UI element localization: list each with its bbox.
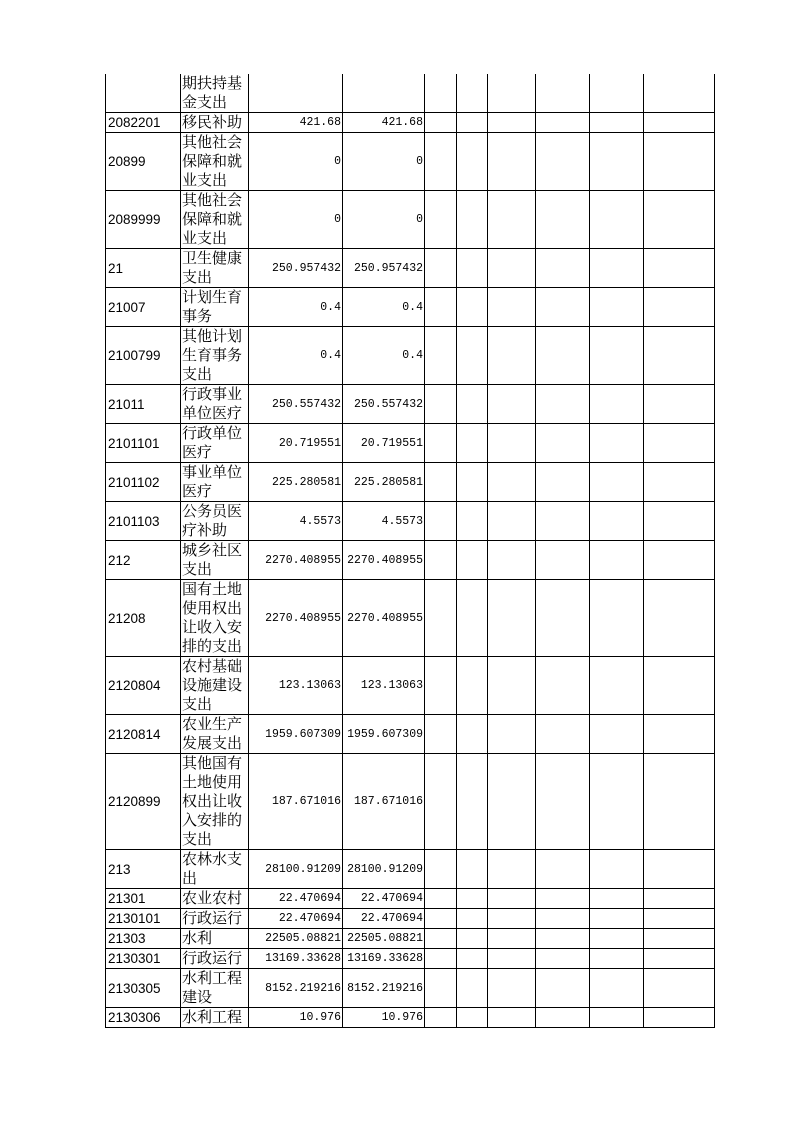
empty-cell <box>644 754 715 850</box>
amount-cell-2: 421.68 <box>343 113 425 133</box>
empty-cell <box>488 969 536 1008</box>
empty-cell <box>488 541 536 580</box>
amount-cell-1: 20.719551 <box>249 424 343 463</box>
subject-code-cell: 212 <box>106 541 181 580</box>
empty-cell <box>590 715 644 754</box>
subject-code-cell: 2100799 <box>106 327 181 385</box>
amount-cell-2: 0.4 <box>343 288 425 327</box>
amount-cell-2: 28100.91209 <box>343 850 425 889</box>
empty-cell <box>425 657 457 715</box>
empty-cell <box>457 909 488 929</box>
empty-cell <box>457 715 488 754</box>
empty-cell <box>488 74 536 113</box>
amount-cell-1: 225.280581 <box>249 463 343 502</box>
subject-name-cell: 行政单位医疗 <box>181 424 249 463</box>
table-row <box>106 541 715 580</box>
table-row <box>106 1008 715 1028</box>
table-row <box>106 502 715 541</box>
subject-code-cell: 2082201 <box>106 113 181 133</box>
empty-cell <box>536 463 590 502</box>
empty-cell <box>590 969 644 1008</box>
empty-cell <box>425 715 457 754</box>
subject-code-cell <box>106 74 181 113</box>
empty-cell <box>488 249 536 288</box>
empty-cell <box>536 657 590 715</box>
empty-cell <box>536 133 590 191</box>
amount-cell-2: 22.470694 <box>343 909 425 929</box>
empty-cell <box>590 889 644 909</box>
subject-name-cell: 行政事业单位医疗 <box>181 385 249 424</box>
empty-cell <box>644 909 715 929</box>
subject-name-cell: 公务员医疗补助 <box>181 502 249 541</box>
amount-cell-2: 13169.33628 <box>343 949 425 969</box>
table-row <box>106 249 715 288</box>
empty-cell <box>488 327 536 385</box>
amount-cell-2: 22.470694 <box>343 889 425 909</box>
amount-cell-2: 4.5573 <box>343 502 425 541</box>
amount-cell-1: 123.13063 <box>249 657 343 715</box>
empty-cell <box>536 541 590 580</box>
table-row <box>106 113 715 133</box>
empty-cell <box>457 424 488 463</box>
amount-cell-1: 250.957432 <box>249 249 343 288</box>
subject-name-cell: 国有土地使用权出让收入安排的支出 <box>181 580 249 657</box>
subject-name-cell: 其他计划生育事务支出 <box>181 327 249 385</box>
empty-cell <box>488 288 536 327</box>
empty-cell <box>536 502 590 541</box>
subject-code-cell: 2130305 <box>106 969 181 1008</box>
empty-cell <box>425 889 457 909</box>
subject-code-cell: 2120804 <box>106 657 181 715</box>
amount-cell-1: 0.4 <box>249 327 343 385</box>
empty-cell <box>590 657 644 715</box>
empty-cell <box>536 580 590 657</box>
amount-cell-2: 225.280581 <box>343 463 425 502</box>
subject-code-cell: 2130101 <box>106 909 181 929</box>
empty-cell <box>590 850 644 889</box>
table-row <box>106 288 715 327</box>
table-row <box>106 327 715 385</box>
empty-cell <box>457 385 488 424</box>
amount-cell-1 <box>249 74 343 113</box>
empty-cell <box>425 949 457 969</box>
empty-cell <box>488 580 536 657</box>
table-row <box>106 850 715 889</box>
amount-cell-2: 1959.607309 <box>343 715 425 754</box>
empty-cell <box>590 113 644 133</box>
table-row <box>106 949 715 969</box>
subject-code-cell: 2120814 <box>106 715 181 754</box>
subject-name-cell: 城乡社区支出 <box>181 541 249 580</box>
table-row <box>106 580 715 657</box>
amount-cell-2: 20.719551 <box>343 424 425 463</box>
empty-cell <box>644 929 715 949</box>
empty-cell <box>644 385 715 424</box>
empty-cell <box>457 929 488 949</box>
empty-cell <box>644 191 715 249</box>
subject-name-cell: 水利工程建设 <box>181 969 249 1008</box>
amount-cell-1: 22505.08821 <box>249 929 343 949</box>
budget-table <box>105 74 715 1028</box>
amount-cell-1: 250.557432 <box>249 385 343 424</box>
empty-cell <box>536 113 590 133</box>
amount-cell-1: 13169.33628 <box>249 949 343 969</box>
table-row <box>106 754 715 850</box>
empty-cell <box>425 74 457 113</box>
subject-name-cell: 农业生产发展支出 <box>181 715 249 754</box>
empty-cell <box>590 249 644 288</box>
amount-cell-1: 8152.219216 <box>249 969 343 1008</box>
empty-cell <box>590 580 644 657</box>
subject-code-cell: 21011 <box>106 385 181 424</box>
empty-cell <box>457 889 488 909</box>
empty-cell <box>425 133 457 191</box>
empty-cell <box>536 288 590 327</box>
subject-name-cell: 水利工程 <box>181 1008 249 1028</box>
empty-cell <box>536 424 590 463</box>
amount-cell-1: 421.68 <box>249 113 343 133</box>
empty-cell <box>536 969 590 1008</box>
empty-cell <box>488 191 536 249</box>
amount-cell-1: 4.5573 <box>249 502 343 541</box>
empty-cell <box>425 327 457 385</box>
subject-code-cell: 2120899 <box>106 754 181 850</box>
empty-cell <box>536 909 590 929</box>
subject-name-cell: 行政运行 <box>181 909 249 929</box>
subject-code-cell: 20899 <box>106 133 181 191</box>
table-row <box>106 715 715 754</box>
empty-cell <box>457 541 488 580</box>
table-body <box>106 74 715 1028</box>
empty-cell <box>488 754 536 850</box>
empty-cell <box>644 949 715 969</box>
empty-cell <box>590 385 644 424</box>
empty-cell <box>457 74 488 113</box>
empty-cell <box>488 502 536 541</box>
table-row <box>106 657 715 715</box>
empty-cell <box>488 657 536 715</box>
amount-cell-2: 187.671016 <box>343 754 425 850</box>
empty-cell <box>590 191 644 249</box>
empty-cell <box>644 133 715 191</box>
empty-cell <box>425 191 457 249</box>
table-row <box>106 191 715 249</box>
amount-cell-1: 10.976 <box>249 1008 343 1028</box>
empty-cell <box>644 463 715 502</box>
subject-code-cell: 2101102 <box>106 463 181 502</box>
amount-cell-2: 10.976 <box>343 1008 425 1028</box>
empty-cell <box>536 385 590 424</box>
subject-name-cell: 水利 <box>181 929 249 949</box>
empty-cell <box>425 1008 457 1028</box>
empty-cell <box>425 850 457 889</box>
empty-cell <box>425 541 457 580</box>
empty-cell <box>457 327 488 385</box>
amount-cell-2: 250.557432 <box>343 385 425 424</box>
empty-cell <box>644 657 715 715</box>
empty-cell <box>590 74 644 113</box>
empty-cell <box>536 249 590 288</box>
empty-cell <box>590 1008 644 1028</box>
empty-cell <box>457 191 488 249</box>
table-row <box>106 424 715 463</box>
subject-name-cell: 计划生育事务 <box>181 288 249 327</box>
subject-name-cell: 其他国有土地使用权出让收入安排的支出 <box>181 754 249 850</box>
empty-cell <box>425 969 457 1008</box>
amount-cell-1: 0 <box>249 133 343 191</box>
empty-cell <box>536 929 590 949</box>
empty-cell <box>590 133 644 191</box>
empty-cell <box>644 580 715 657</box>
amount-cell-2: 0.4 <box>343 327 425 385</box>
amount-cell-1: 28100.91209 <box>249 850 343 889</box>
subject-name-cell: 移民补助 <box>181 113 249 133</box>
amount-cell-1: 0 <box>249 191 343 249</box>
empty-cell <box>457 657 488 715</box>
empty-cell <box>644 327 715 385</box>
empty-cell <box>590 502 644 541</box>
empty-cell <box>536 715 590 754</box>
table-row <box>106 74 715 113</box>
empty-cell <box>644 113 715 133</box>
empty-cell <box>457 133 488 191</box>
subject-code-cell: 21208 <box>106 580 181 657</box>
empty-cell <box>488 463 536 502</box>
empty-cell <box>536 850 590 889</box>
empty-cell <box>590 949 644 969</box>
empty-cell <box>644 889 715 909</box>
empty-cell <box>488 929 536 949</box>
empty-cell <box>590 929 644 949</box>
subject-code-cell: 2089999 <box>106 191 181 249</box>
empty-cell <box>457 502 488 541</box>
table-row <box>106 133 715 191</box>
empty-cell <box>425 754 457 850</box>
empty-cell <box>536 74 590 113</box>
empty-cell <box>457 969 488 1008</box>
empty-cell <box>644 288 715 327</box>
empty-cell <box>644 249 715 288</box>
empty-cell <box>488 909 536 929</box>
subject-code-cell: 213 <box>106 850 181 889</box>
subject-name-cell: 行政运行 <box>181 949 249 969</box>
empty-cell <box>457 754 488 850</box>
amount-cell-2: 2270.408955 <box>343 541 425 580</box>
subject-name-cell: 事业单位医疗 <box>181 463 249 502</box>
empty-cell <box>488 1008 536 1028</box>
amount-cell-2: 8152.219216 <box>343 969 425 1008</box>
empty-cell <box>425 288 457 327</box>
empty-cell <box>590 541 644 580</box>
empty-cell <box>644 715 715 754</box>
empty-cell <box>488 715 536 754</box>
empty-cell <box>536 327 590 385</box>
empty-cell <box>457 1008 488 1028</box>
amount-cell-1: 0.4 <box>249 288 343 327</box>
empty-cell <box>536 1008 590 1028</box>
empty-cell <box>457 249 488 288</box>
amount-cell-1: 2270.408955 <box>249 580 343 657</box>
amount-cell-2: 0 <box>343 133 425 191</box>
empty-cell <box>536 191 590 249</box>
empty-cell <box>590 288 644 327</box>
empty-cell <box>590 327 644 385</box>
empty-cell <box>644 74 715 113</box>
empty-cell <box>425 463 457 502</box>
empty-cell <box>457 463 488 502</box>
empty-cell <box>644 850 715 889</box>
subject-code-cell: 21 <box>106 249 181 288</box>
subject-name-cell: 期扶持基金支出 <box>181 74 249 113</box>
empty-cell <box>590 424 644 463</box>
empty-cell <box>425 424 457 463</box>
subject-code-cell: 21301 <box>106 889 181 909</box>
empty-cell <box>457 850 488 889</box>
amount-cell-2 <box>343 74 425 113</box>
empty-cell <box>457 580 488 657</box>
subject-code-cell: 2130306 <box>106 1008 181 1028</box>
subject-name-cell: 其他社会保障和就业支出 <box>181 191 249 249</box>
empty-cell <box>590 754 644 850</box>
amount-cell-1: 1959.607309 <box>249 715 343 754</box>
table-row <box>106 909 715 929</box>
empty-cell <box>488 133 536 191</box>
empty-cell <box>488 949 536 969</box>
empty-cell <box>488 424 536 463</box>
empty-cell <box>425 502 457 541</box>
subject-name-cell: 农村基础设施建设支出 <box>181 657 249 715</box>
empty-cell <box>488 889 536 909</box>
empty-cell <box>644 502 715 541</box>
subject-name-cell: 卫生健康支出 <box>181 249 249 288</box>
empty-cell <box>425 580 457 657</box>
empty-cell <box>536 754 590 850</box>
subject-code-cell: 2101101 <box>106 424 181 463</box>
empty-cell <box>644 1008 715 1028</box>
empty-cell <box>644 424 715 463</box>
empty-cell <box>488 113 536 133</box>
amount-cell-1: 2270.408955 <box>249 541 343 580</box>
empty-cell <box>425 929 457 949</box>
empty-cell <box>644 541 715 580</box>
subject-name-cell: 农林水支出 <box>181 850 249 889</box>
subject-name-cell: 农业农村 <box>181 889 249 909</box>
subject-code-cell: 21303 <box>106 929 181 949</box>
table-row <box>106 889 715 909</box>
subject-code-cell: 2101103 <box>106 502 181 541</box>
empty-cell <box>425 113 457 133</box>
subject-code-cell: 21007 <box>106 288 181 327</box>
amount-cell-1: 22.470694 <box>249 889 343 909</box>
empty-cell <box>644 969 715 1008</box>
subject-name-cell: 其他社会保障和就业支出 <box>181 133 249 191</box>
empty-cell <box>425 909 457 929</box>
table-row <box>106 929 715 949</box>
empty-cell <box>457 949 488 969</box>
empty-cell <box>536 889 590 909</box>
amount-cell-2: 250.957432 <box>343 249 425 288</box>
empty-cell <box>590 463 644 502</box>
table-row <box>106 385 715 424</box>
empty-cell <box>457 288 488 327</box>
amount-cell-2: 0 <box>343 191 425 249</box>
empty-cell <box>425 249 457 288</box>
empty-cell <box>425 385 457 424</box>
empty-cell <box>488 850 536 889</box>
amount-cell-1: 22.470694 <box>249 909 343 929</box>
amount-cell-2: 2270.408955 <box>343 580 425 657</box>
amount-cell-2: 22505.08821 <box>343 929 425 949</box>
amount-cell-1: 187.671016 <box>249 754 343 850</box>
table-row <box>106 463 715 502</box>
empty-cell <box>488 385 536 424</box>
empty-cell <box>536 949 590 969</box>
subject-code-cell: 2130301 <box>106 949 181 969</box>
empty-cell <box>590 909 644 929</box>
amount-cell-2: 123.13063 <box>343 657 425 715</box>
empty-cell <box>457 113 488 133</box>
table-row <box>106 969 715 1008</box>
